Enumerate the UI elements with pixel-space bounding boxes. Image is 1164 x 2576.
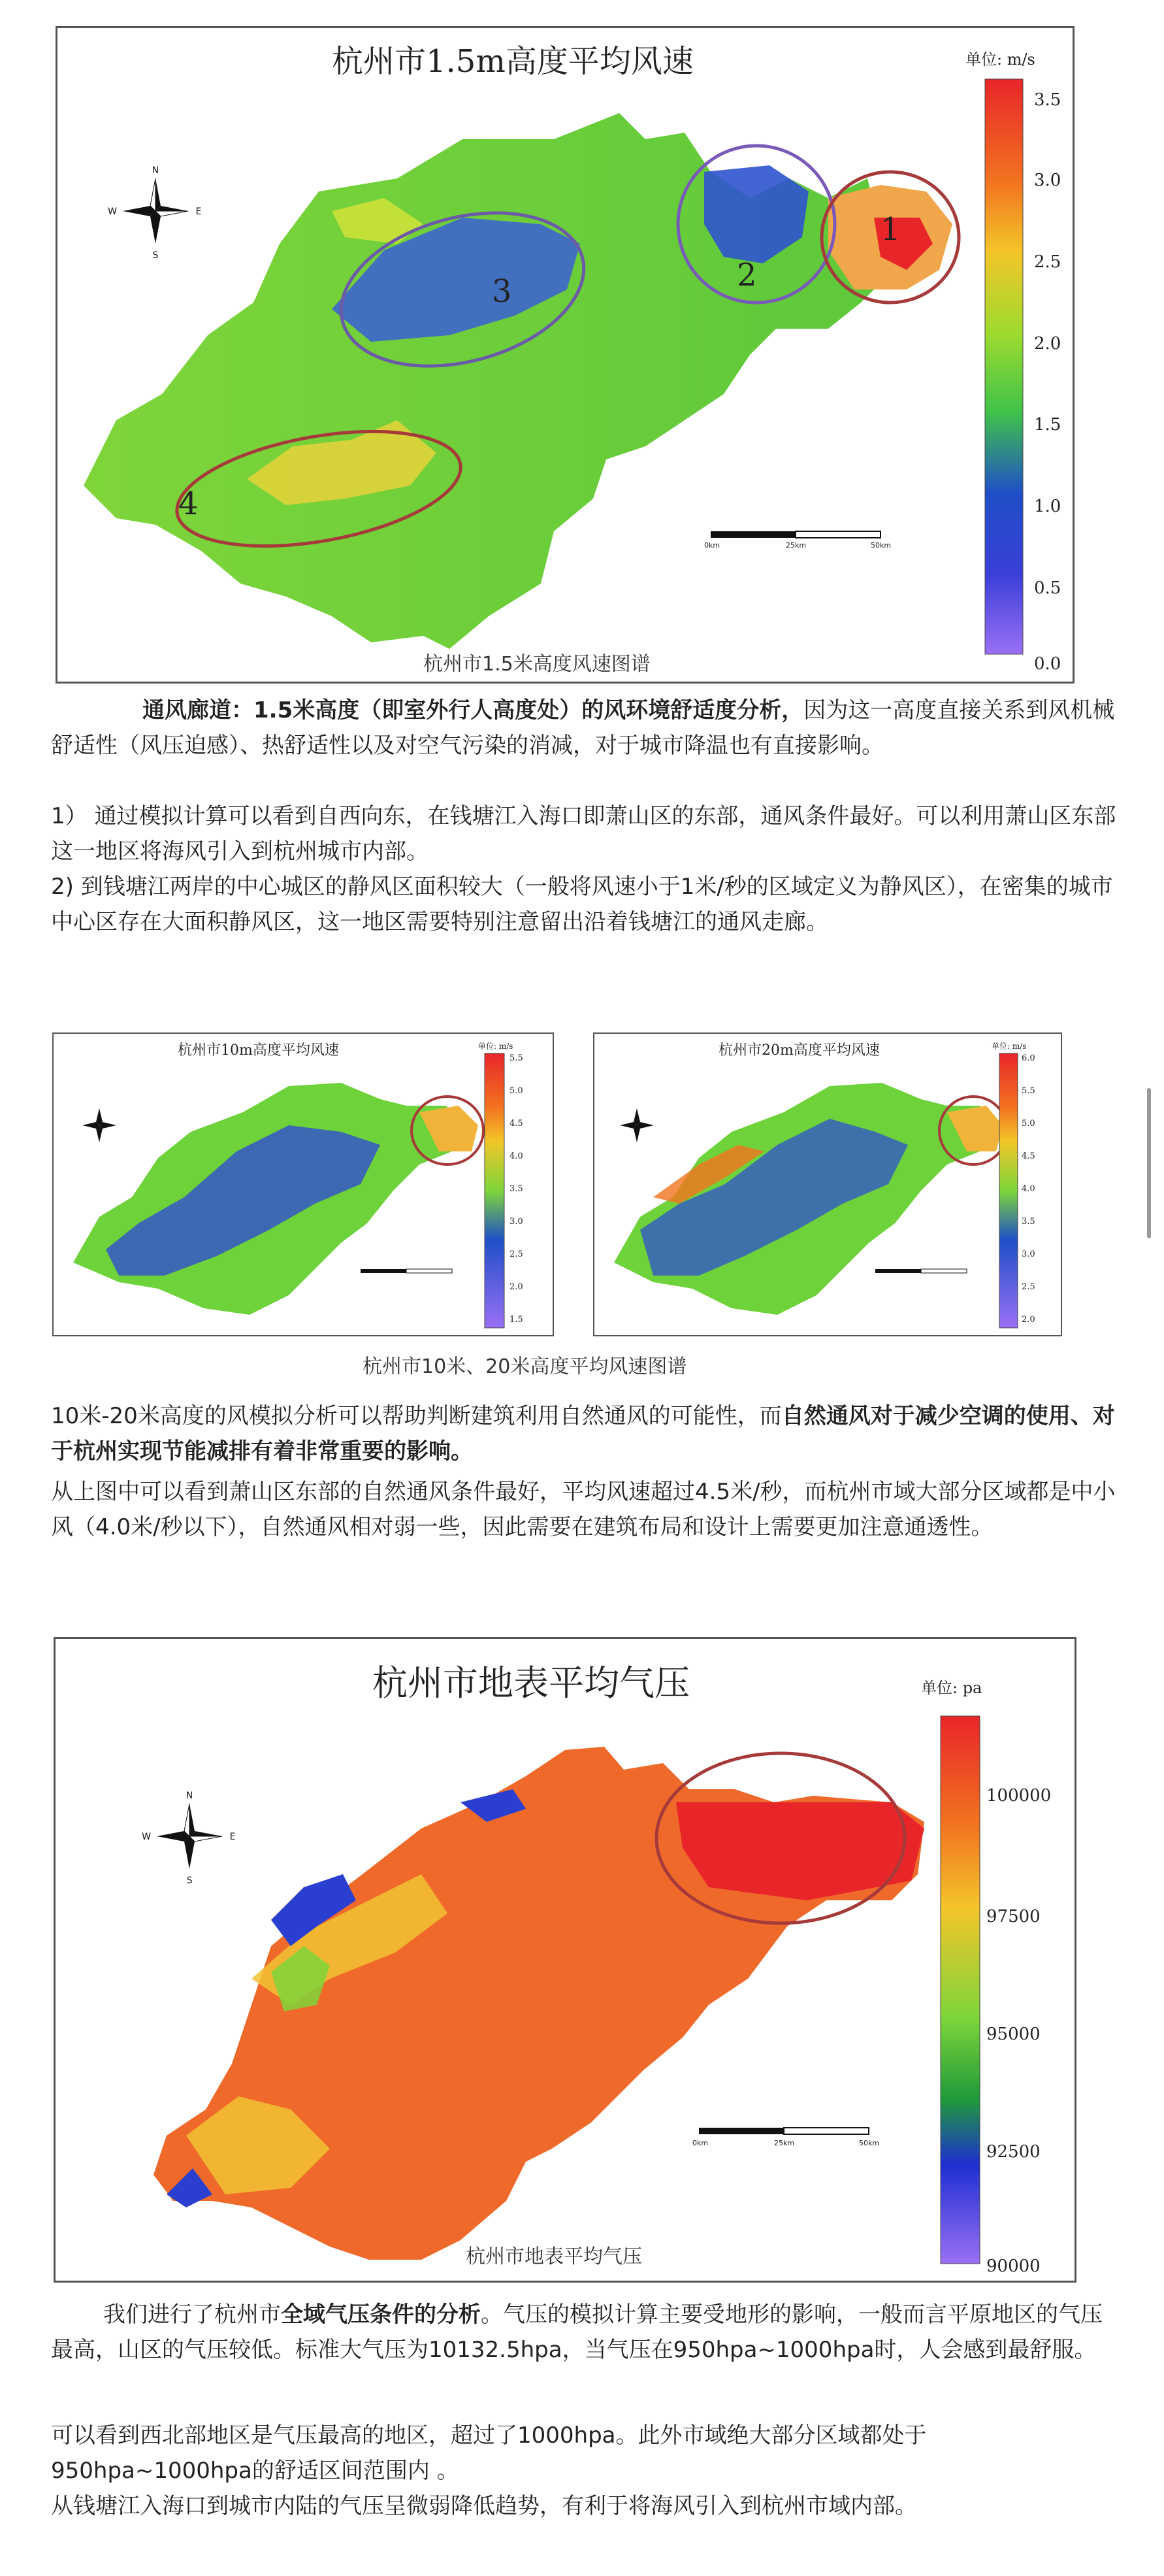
tick: 3.0: [1022, 1249, 1035, 1259]
colorbar: [999, 1053, 1018, 1328]
region-1-label: 1: [881, 211, 901, 248]
tick: 6.0: [1022, 1053, 1035, 1063]
paragraph-pressure-northwest: 可以看到西北部地区是气压最高的地区，超过了1000hpa。此外市域绝大部分区域都处于950hpa~1000hpa的舒适区间范围内 。: [51, 2422, 927, 2484]
figure2-caption: 杭州市10米、20米高度平均风速图谱: [363, 1355, 687, 1378]
tick: 3.5: [509, 1184, 523, 1194]
svg-text:W: W: [108, 206, 117, 217]
unit-label: 单位: m/s: [992, 1042, 1027, 1051]
tick: 4.0: [509, 1151, 523, 1161]
scale-25: 25km: [774, 2139, 795, 2147]
tick: 2.0: [509, 1282, 523, 1292]
paragraph-text: 因为这一高度直接关系到风机械舒适性（风压迫感）、热舒适性以及对空气污染的消减，对于城市降温也有直接影响。: [51, 697, 1115, 759]
svg-text:S: S: [186, 1875, 193, 1886]
paragraph-pressure-analysis: [51, 2297, 1122, 2368]
paragraph-natural-ventilation: [51, 1398, 1122, 1469]
scale-0: 0km: [692, 2139, 709, 2147]
paragraph-pre: 我们进行了杭州市: [103, 2302, 281, 2328]
tick: 1.0: [1034, 497, 1061, 516]
tick: 0.5: [1034, 578, 1061, 598]
tick: 2.0: [1034, 334, 1061, 354]
paragraph-text: 10米-20米高度的风模拟分析可以帮助判断建筑利用自然通风的可能性，而: [51, 1403, 782, 1429]
svg-text:N: N: [186, 1791, 193, 1801]
figure-caption: 杭州市1.5米高度风速图谱: [423, 653, 651, 676]
compass-icon: [108, 165, 201, 261]
unit-label: 单位: pa: [921, 1679, 982, 1697]
tick: 5.0: [509, 1086, 523, 1096]
tick: 5.5: [1022, 1086, 1035, 1096]
tick: 5.0: [1022, 1119, 1035, 1129]
figure-title: 杭州市20m高度平均风速: [719, 1042, 880, 1059]
region-3-label: 3: [492, 273, 512, 310]
paragraph-point-2: 2) 到钱塘江两岸的中心城区的静风区面积较大（一般将风速小于1米/秒的区域定义为静风区），在密集的城市中心区存在大面积静风区，这一地区需要特别注意留出沿着钱塘江的通风走廊。: [51, 874, 1113, 935]
tick: 95000: [986, 2024, 1041, 2044]
svg-text:W: W: [142, 1832, 151, 1842]
compass-icon: [620, 1108, 654, 1142]
region-4-label: 4: [178, 486, 199, 522]
tick: 2.0: [1022, 1315, 1035, 1325]
paragraph-bold: 自然通风对于减少空调的使用、对于杭州实现节能减排有着非常重要的影响。: [51, 1403, 1115, 1464]
tick: 97500: [986, 1907, 1041, 1926]
figure-caption: 杭州市地表平均气压: [466, 2245, 642, 2268]
tick: 3.0: [1034, 171, 1061, 190]
scale-25: 25km: [786, 541, 807, 550]
tick: 5.5: [509, 1053, 523, 1063]
colorbar: [985, 79, 1023, 654]
figure-wind-20m: [593, 1032, 1062, 1336]
figure-title: 杭州市地表平均气压: [372, 1662, 690, 1704]
compass-icon: [82, 1108, 116, 1142]
tick: 1.5: [1034, 415, 1061, 435]
paragraph-point-1: 1） 通过模拟计算可以看到自西向东，在钱塘江入海口即萧山区的东部，通风条件最好。可以利用萧山区东部这一地区将海风引入到杭州城市内部。: [51, 803, 1116, 865]
scale-bar: [699, 2128, 869, 2134]
figure-wind-10m: [52, 1032, 554, 1336]
tick: 3.5: [1034, 90, 1061, 110]
tick: 2.5: [1034, 252, 1061, 272]
figure-pressure: [54, 1637, 1076, 2283]
svg-text:E: E: [195, 206, 202, 217]
scale-50: 50km: [871, 541, 892, 550]
wind-map: [57, 28, 1076, 682]
figure-title: 杭州市1.5m高度平均风速: [332, 43, 694, 80]
paragraph-wind-summary: 从上图中可以看到萧山区东部的自然通风条件最好，平均风速超过4.5米/秒，而杭州市域大部分区域都是中小风（4.0米/秒以下），自然通风相对弱一些，因此需要在建筑布局和设计上需要更加注意通透性。: [51, 1479, 1116, 1540]
tick: 92500: [986, 2142, 1041, 2162]
scale-0: 0km: [704, 541, 720, 550]
figure-title: 杭州市10m高度平均风速: [178, 1042, 339, 1059]
scale-bar: [711, 531, 881, 538]
paragraph-bold: 全域气压条件的分析: [281, 2302, 481, 2328]
figure-wind-1-5m: [56, 26, 1075, 684]
paragraph-ventilation: [51, 693, 1122, 763]
paragraph-heading: 通风廊道：1.5米高度（即室外行人高度处）的风环境舒适度分析，: [142, 697, 804, 723]
unit-label: 单位: m/s: [965, 50, 1035, 69]
wind-map: [54, 1034, 555, 1338]
svg-text:S: S: [152, 250, 159, 261]
tick: 4.0: [1022, 1184, 1035, 1194]
tick: 100000: [986, 1786, 1052, 1806]
tick: 4.5: [509, 1119, 523, 1129]
tick: 2.5: [1022, 1282, 1035, 1292]
svg-text:E: E: [229, 1832, 236, 1842]
tick: 0.0: [1034, 654, 1061, 674]
tick: 2.5: [509, 1249, 523, 1259]
svg-text:N: N: [152, 165, 159, 176]
paragraph-post: 。气压的模拟计算主要受地形的影响，一般而言平原地区的气压最高，山区的气压较低。标准大气压为10132.5hpa，当气压在950hpa~1000hpa时，人会感到最舒服。: [51, 2302, 1103, 2363]
colorbar: [485, 1053, 504, 1328]
pressure-map: [56, 1639, 1078, 2285]
scale-50: 50km: [859, 2139, 880, 2147]
tick: 3.0: [509, 1217, 523, 1227]
paragraph-pressure-trend: 从钱塘江入海口到城市内陆的气压呈微弱降低趋势，有利于将海风引入到杭州市域内部。: [51, 2493, 917, 2519]
scrollbar-thumb[interactable]: [1147, 1088, 1151, 1238]
wind-map: [594, 1034, 1063, 1338]
tick: 1.5: [509, 1315, 523, 1325]
region-2-label: 2: [737, 257, 757, 293]
unit-label: 单位: m/s: [478, 1042, 513, 1051]
compass-icon: [142, 1791, 235, 1886]
colorbar: [941, 1716, 980, 2264]
tick: 3.5: [1022, 1217, 1035, 1227]
tick: 4.5: [1022, 1151, 1035, 1161]
tick: 90000: [986, 2256, 1041, 2276]
